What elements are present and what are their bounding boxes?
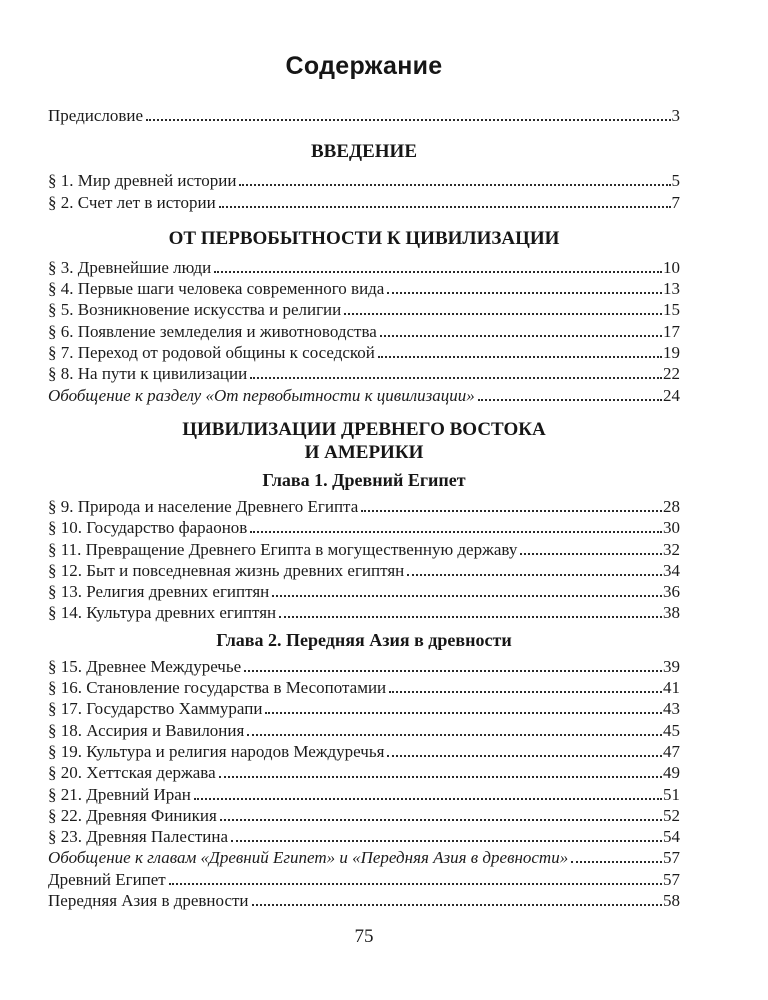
toc-entry	[48, 257, 680, 278]
toc-entry-page: 19	[663, 343, 680, 363]
section-heading-line-1: ЦИВИЛИЗАЦИИ ДРЕВНЕГО ВОСТОКА	[182, 418, 546, 440]
dot-leader	[387, 755, 662, 757]
toc-list-western-asia	[48, 656, 680, 912]
dot-leader	[231, 840, 662, 842]
section-heading-ancient-east	[48, 418, 680, 464]
toc-entry	[48, 496, 680, 517]
toc-entry-page: 7	[671, 192, 680, 212]
toc-entry-summary	[48, 847, 680, 868]
dot-leader	[407, 574, 662, 576]
toc-entry-label: § 23. Древняя Палестина	[48, 827, 229, 847]
toc-entry-label: § 11. Превращение Древнего Египта в могущественную державу	[48, 539, 518, 559]
page-number: 75	[354, 926, 374, 948]
toc-entry-page: 5	[671, 171, 680, 191]
toc-entry	[48, 321, 680, 342]
toc-entry-label: § 14. Культура древних египтян	[48, 603, 277, 623]
dot-leader	[387, 292, 662, 294]
toc-entry-label: § 17. Государство Хаммурапи	[48, 699, 263, 719]
toc-entry-page: 52	[663, 805, 680, 825]
dot-leader	[571, 861, 662, 863]
toc-entry	[48, 299, 680, 320]
toc-list-primitive-to-civilization	[48, 257, 680, 406]
toc-entry	[48, 805, 680, 826]
toc-entry-label: § 1. Мир древней истории	[48, 171, 237, 191]
toc-list-egypt	[48, 496, 680, 624]
toc-entry-label: § 6. Появление земледелия и животноводства	[48, 321, 377, 341]
dot-leader	[239, 184, 670, 186]
section-heading-primitive-to-civilization: ОТ ПЕРВОБЫТНОСТИ К ЦИВИЛИЗАЦИИ	[168, 227, 560, 249]
toc-list-introduction	[48, 170, 680, 213]
toc-entry	[48, 784, 680, 805]
page-title: Содержание	[285, 52, 443, 80]
toc-entry-label: § 13. Религия древних египтян	[48, 582, 270, 602]
dot-leader	[220, 819, 662, 821]
toc-entry-page: 45	[663, 720, 680, 740]
dot-leader	[389, 691, 662, 693]
dot-leader	[265, 712, 662, 714]
toc-entry-label: Древний Египет	[48, 869, 166, 889]
toc-entry-page: 34	[663, 560, 680, 580]
toc-entry	[48, 560, 680, 581]
dot-leader	[250, 531, 662, 533]
toc-entry-label: § 12. Быт и повседневная жизнь древних египтян	[48, 560, 405, 580]
dot-leader	[380, 335, 662, 337]
dot-leader	[520, 553, 662, 555]
toc-entry-page: 54	[663, 827, 680, 847]
toc-entry-label: § 10. Государство фараонов	[48, 518, 248, 538]
section-heading-introduction: ВВЕДЕНИЕ	[311, 141, 417, 163]
toc-entry	[48, 192, 680, 213]
toc-entry	[48, 105, 680, 126]
toc-entry	[48, 720, 680, 741]
dot-leader	[244, 670, 662, 672]
toc-entry-page: 36	[663, 582, 680, 602]
toc-entry-page: 39	[663, 656, 680, 676]
toc-entry-page: 22	[663, 364, 680, 384]
toc-entry	[48, 741, 680, 762]
toc-entry-label: Обобщение к разделу «От первобытности к цивилизации»	[48, 385, 475, 405]
toc-entry	[48, 581, 680, 602]
toc-entry-page: 51	[663, 784, 680, 804]
dot-leader	[344, 313, 662, 315]
toc-entry-page: 17	[663, 321, 680, 341]
toc-entry	[48, 517, 680, 538]
toc-entry-label: § 5. Возникновение искусства и религии	[48, 300, 342, 320]
toc-entry-label: § 2. Счет лет в истории	[48, 192, 216, 212]
toc-entry-label: § 19. Культура и религия народов Междуречья	[48, 741, 385, 761]
toc-entry-label: § 20. Хеттская держава	[48, 763, 216, 783]
section-heading-line-2: И АМЕРИКИ	[304, 441, 424, 463]
dot-leader	[214, 271, 662, 273]
toc-entry-label: § 18. Ассирия и Вавилония	[48, 720, 245, 740]
toc-entry-label: Обобщение к главам «Древний Египет» и «Передняя Азия в древности»	[48, 848, 569, 868]
toc-entry	[48, 869, 680, 890]
toc-entry-page: 57	[663, 869, 680, 889]
chapter-heading-western-asia: Глава 2. Передняя Азия в древности	[216, 629, 512, 650]
toc-entry	[48, 278, 680, 299]
toc-entry-label: Предисловие	[48, 106, 144, 125]
toc-entry-page: 3	[671, 106, 680, 125]
dot-leader	[169, 883, 662, 885]
toc-entry-label: § 7. Переход от родовой общины к соседской	[48, 343, 375, 363]
dot-leader	[378, 356, 662, 358]
toc-entry-label: § 21. Древний Иран	[48, 784, 191, 804]
toc-entry-label: § 4. Первые шаги человека современного вида	[48, 279, 385, 299]
toc-entry-page: 58	[663, 891, 680, 911]
toc-entry-summary	[48, 385, 680, 406]
dot-leader	[361, 510, 662, 512]
toc-entry	[48, 698, 680, 719]
toc-list-preface	[48, 105, 680, 126]
toc-entry	[48, 890, 680, 911]
toc-entry-page: 15	[663, 300, 680, 320]
chapter-heading-egypt: Глава 1. Древний Египет	[262, 469, 466, 490]
toc-entry-label: § 15. Древнее Междуречье	[48, 656, 242, 676]
toc-entry	[48, 342, 680, 363]
dot-leader	[272, 595, 662, 597]
dot-leader	[478, 399, 662, 401]
toc-entry-page: 10	[663, 257, 680, 277]
toc-entry	[48, 363, 680, 384]
dot-leader	[219, 776, 662, 778]
toc-entry-label: § 16. Становление государства в Месопотамии	[48, 678, 387, 698]
toc-entry-page: 57	[663, 848, 680, 868]
toc-entry-label: § 3. Древнейшие люди	[48, 257, 212, 277]
dot-leader	[219, 206, 671, 208]
dot-leader	[194, 798, 662, 800]
toc-entry-label: § 8. На пути к цивилизации	[48, 364, 248, 384]
toc-entry	[48, 602, 680, 623]
toc-entry-label: Передняя Азия в древности	[48, 891, 249, 911]
toc-entry-page: 24	[663, 385, 680, 405]
dot-leader	[146, 119, 670, 121]
toc-entry-page: 49	[663, 763, 680, 783]
dot-leader	[279, 616, 662, 618]
dot-leader	[250, 377, 662, 379]
toc-entry-page: 41	[663, 678, 680, 698]
toc-entry-label: § 9. Природа и население Древнего Египта	[48, 496, 359, 516]
toc-entry-page: 43	[663, 699, 680, 719]
toc-entry	[48, 539, 680, 560]
toc-entry-page: 32	[663, 539, 680, 559]
toc-entry	[48, 826, 680, 847]
toc-entry-label: § 22. Древняя Финикия	[48, 805, 217, 825]
dot-leader	[247, 734, 662, 736]
toc-entry	[48, 656, 680, 677]
toc-entry-page: 47	[663, 741, 680, 761]
toc-entry-page: 38	[663, 603, 680, 623]
toc-entry-page: 30	[663, 518, 680, 538]
toc-entry-page: 28	[663, 496, 680, 516]
toc-entry	[48, 677, 680, 698]
toc-entry	[48, 170, 680, 191]
toc-entry	[48, 762, 680, 783]
toc-entry-page: 13	[663, 279, 680, 299]
dot-leader	[252, 904, 662, 906]
